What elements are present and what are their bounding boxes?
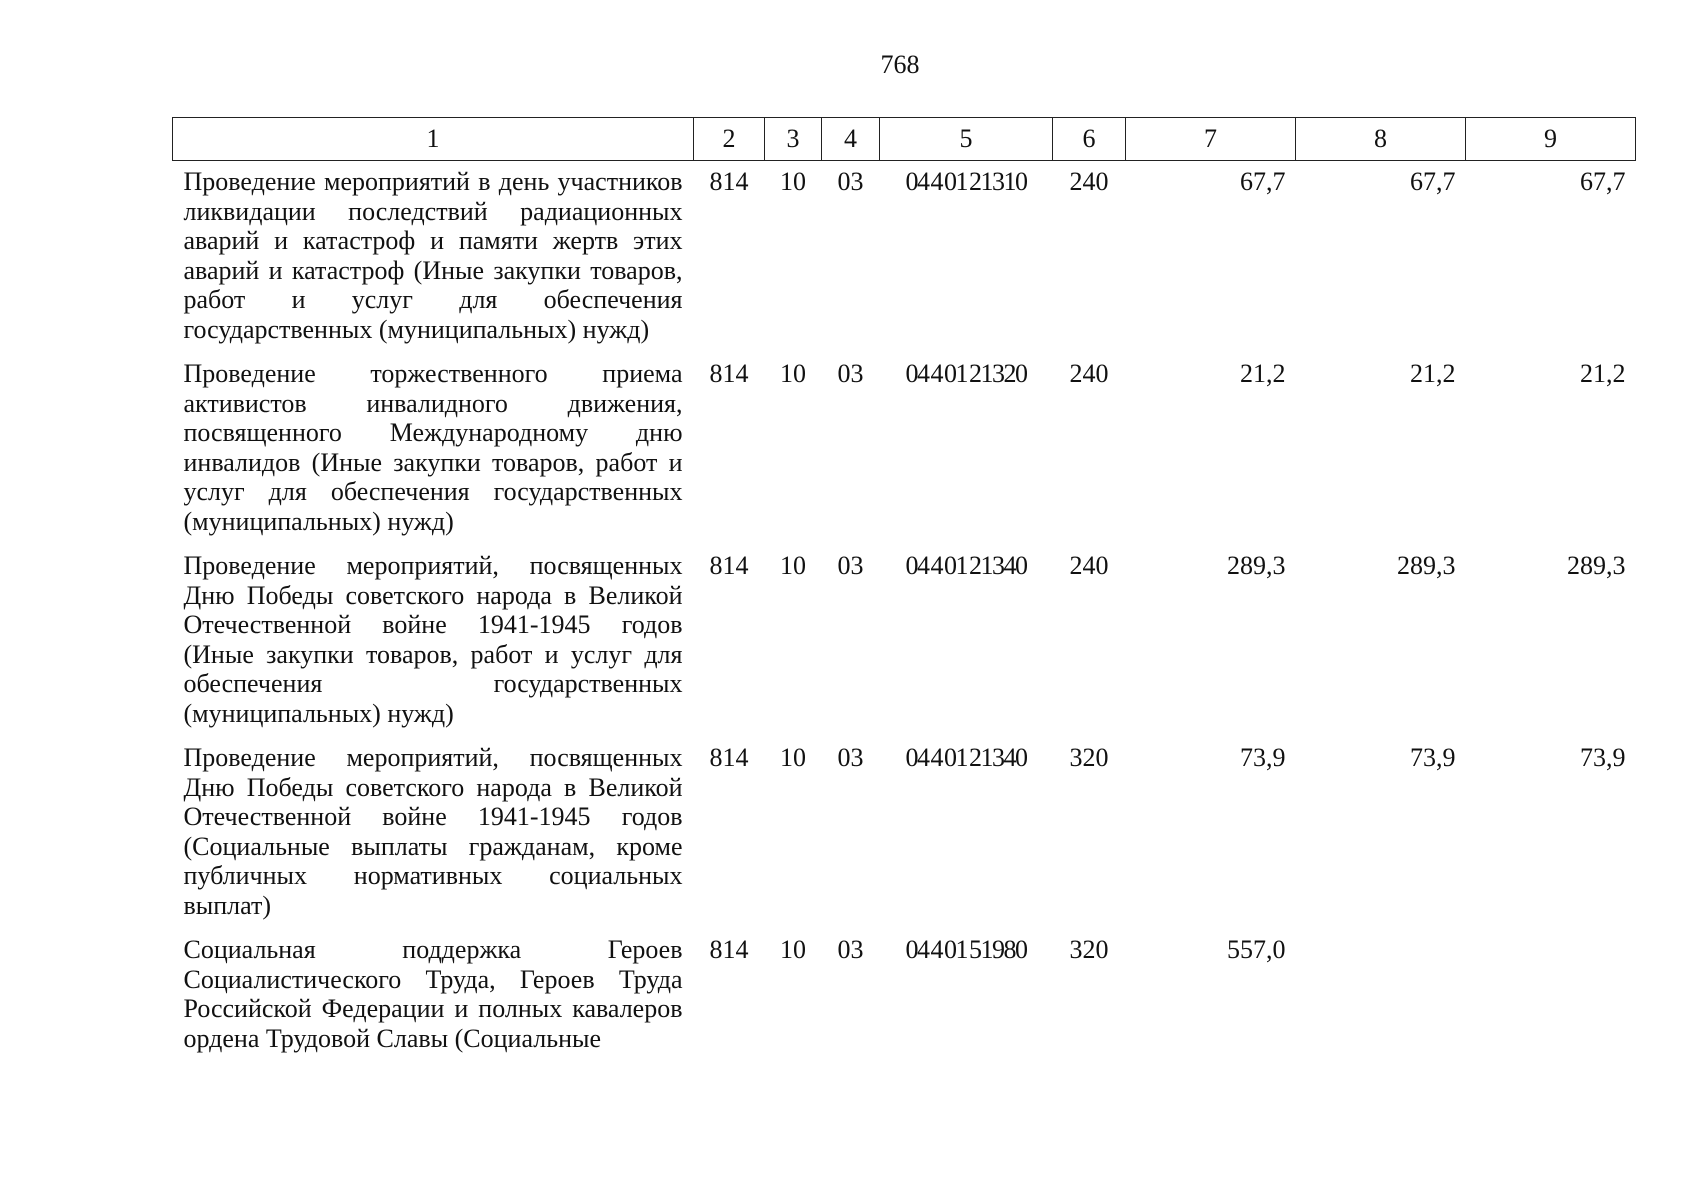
column-header: 2 <box>694 118 765 161</box>
table-row <box>173 929 1636 1062</box>
ministry-code: 814 <box>709 935 749 964</box>
budget-table <box>172 117 1636 1062</box>
amount-col-8: 21,2 <box>1410 359 1456 388</box>
amount-col-8 <box>1296 929 1466 1062</box>
ministry-code: 814 <box>709 743 749 772</box>
amount-col-7: 67,7 <box>1240 167 1286 196</box>
amount-col-8: 67,7 <box>1410 167 1456 196</box>
expense-type-code: 320 <box>1069 935 1109 964</box>
subsection-code: 03 <box>837 935 864 964</box>
subsection-code: 03 <box>837 167 864 196</box>
amount-col-9: 73,9 <box>1580 743 1626 772</box>
target-article-code: 04 4 01 21320 <box>905 359 1027 388</box>
target-article-code: 04 4 01 21310 <box>905 167 1027 196</box>
expense-name: Проведение мероприятий, посвященных Дню Победы советского народа в Великой Отечественной войне 1941-1945 годов (Иные закупки товаров, работ и услуг для обеспечения государственных (муниципальных) нужд) <box>183 551 683 728</box>
subsection-code: 03 <box>837 551 864 580</box>
page-number: 768 <box>880 50 920 79</box>
expense-type-code: 240 <box>1069 167 1109 196</box>
table-row <box>173 161 1636 354</box>
amount-col-8: 289,3 <box>1397 551 1456 580</box>
ministry-code: 814 <box>709 551 749 580</box>
amount-col-8: 73,9 <box>1410 743 1456 772</box>
expense-name: Социальная поддержка Героев Социалистического Труда, Героев Труда Российской Федерации и полных кавалеров ордена Трудовой Славы (Социальные <box>183 935 683 1053</box>
column-header: 5 <box>880 118 1053 161</box>
expense-type-code: 240 <box>1069 551 1109 580</box>
table-row <box>173 353 1636 545</box>
header-row <box>173 118 1636 161</box>
section-code: 10 <box>780 743 806 772</box>
column-header: 6 <box>1053 118 1126 161</box>
column-header: 7 <box>1126 118 1296 161</box>
amount-col-9: 21,2 <box>1580 359 1626 388</box>
column-header: 8 <box>1296 118 1466 161</box>
section-code: 10 <box>780 167 806 196</box>
target-article-code: 04 4 01 51980 <box>905 935 1027 964</box>
column-header: 1 <box>173 118 694 161</box>
expense-type-code: 240 <box>1069 359 1109 388</box>
column-header: 9 <box>1466 118 1636 161</box>
expense-name: Проведение торжественного приема активистов инвалидного движения, посвященного Международному дню инвалидов (Иные закупки товаров, работ и услуг для обеспечения государственных (муниципальных) нужд) <box>183 359 683 536</box>
column-header: 4 <box>822 118 880 161</box>
ministry-code: 814 <box>709 359 749 388</box>
amount-col-7: 73,9 <box>1240 743 1286 772</box>
target-article-code: 04 4 01 21340 <box>905 743 1027 772</box>
target-article-code: 04 4 01 21340 <box>905 551 1027 580</box>
expense-name: Проведение мероприятий в день участников ликвидации последствий радиационных аварий и катастроф и памяти жертв этих аварий и катастроф (Иные закупки товаров, работ и услуг для обеспечения государственных (муниципальных) нужд) <box>183 167 683 344</box>
ministry-code: 814 <box>709 167 749 196</box>
expense-name: Проведение мероприятий, посвященных Дню Победы советского народа в Великой Отечественной войне 1941-1945 годов (Социальные выплаты гражданам, кроме публичных нормативных социальных выплат) <box>183 743 683 920</box>
section-code: 10 <box>780 359 806 388</box>
subsection-code: 03 <box>837 359 864 388</box>
expense-type-code: 320 <box>1069 743 1109 772</box>
amount-col-7: 557,0 <box>1227 935 1286 964</box>
amount-col-9: 67,7 <box>1580 167 1626 196</box>
amount-col-9 <box>1466 929 1636 1062</box>
subsection-code: 03 <box>837 743 864 772</box>
section-code: 10 <box>780 551 806 580</box>
amount-col-9: 289,3 <box>1567 551 1626 580</box>
table-row <box>173 545 1636 737</box>
column-header: 3 <box>765 118 822 161</box>
amount-col-7: 289,3 <box>1227 551 1286 580</box>
table-row <box>173 737 1636 929</box>
section-code: 10 <box>780 935 806 964</box>
amount-col-7: 21,2 <box>1240 359 1286 388</box>
